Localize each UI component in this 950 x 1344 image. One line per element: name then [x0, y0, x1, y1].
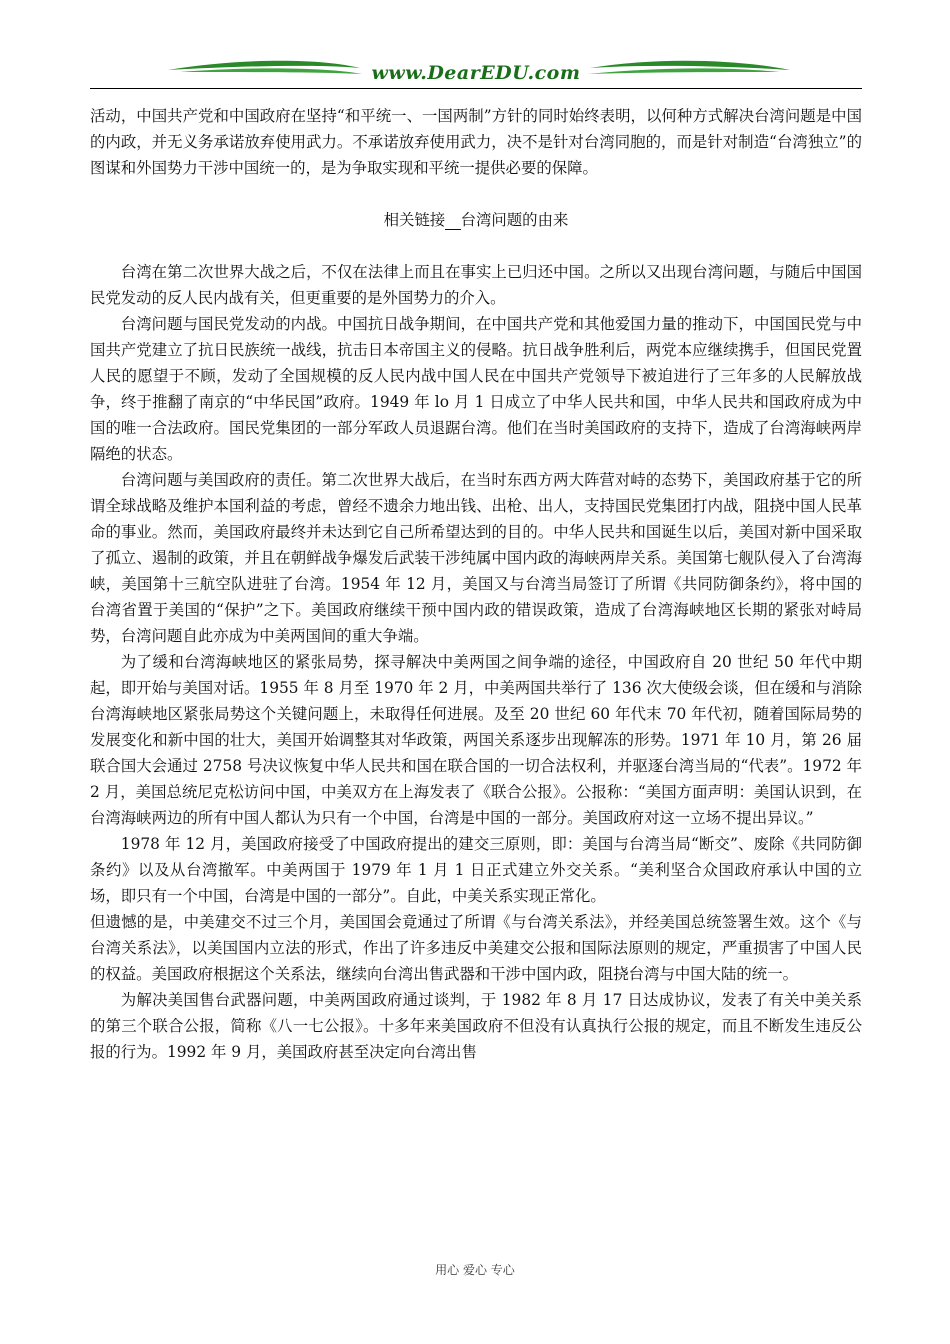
page-footer: 用心 爱心 专心	[435, 1263, 515, 1277]
header-divider	[90, 88, 862, 89]
section-title-suffix: 台湾问题的由来	[460, 211, 569, 229]
section-title	[90, 207, 862, 233]
page-header	[90, 56, 862, 94]
paragraph: 为解决美国售台武器问题，中美两国政府通过谈判，于 1982 年 8 月 17 日达成协议，发表了有关中美关系的第三个联合公报，简称《八一七公报》。十多年来美国政府不但没有认真执行公报的规定，而且不断发生违反公报的行为。1992 年 9 月，美国政府甚至决定向台湾出售	[90, 991, 862, 1061]
paragraph-no-indent: 但遗憾的是，中美建交不过三个月，美国国会竟通过了所谓《与台湾关系法》，并经美国总统签署生效。这个《与台湾关系法》，以美国国内立法的形式，作出了许多违反中美建交公报和国际法原则的规定，严重损害了中国人民的权益。美国政府根据这个关系法，继续向台湾出售武器和干涉中国内政，阻挠台湾与中国大陆的统一。	[90, 913, 862, 983]
paragraph: 台湾问题与国民党发动的内战。中国抗日战争期间，在中国共产党和其他爱国力量的推动下，中国国民党与中国共产党建立了抗日民族统一战线，抗击日本帝国主义的侵略。抗日战争胜利后，两党本应继续携手，但国民党置人民的愿望于不顾，发动了全国规模的反人民内战中国人民在中国共产党领导下被迫进行了三年多的人民解放战争，终于推翻了南京的“中华民国”政府。1949 年 lo 月 1 日成立了中华人民共和国，中华人民共和国政府成为中国的唯一合法政府。国民党集团的一部分军政人员退踞台湾。他们在当时美国政府的支持下，造成了台湾海峡两岸隔绝的状态。	[90, 315, 862, 463]
article-body	[90, 103, 862, 1065]
paragraph: 1978 年 12 月，美国政府接受了中国政府提出的建交三原则，即：美国与台湾当局“断交”、废除《共同防御条约》以及从台湾撤军。中美两国于 1979 年 1 月 1 日正式建立外交关系。“美利坚合众国政府承认中国的立场，即只有一个中国，台湾是中国的一部分”。自此，中美关系实现正常化。	[90, 835, 862, 905]
paragraph: 台湾在第二次世界大战之后，不仅在法律上而且在事实上已归还中国。之所以又出现台湾问题，与随后中国国民党发动的反人民内战有关，但更重要的是外国势力的介入。	[90, 263, 862, 307]
paragraph: 为了缓和台湾海峡地区的紧张局势，探寻解决中美两国之间争端的途径，中国政府自 20 世纪 50 年代中期起，即开始与美国对话。1955 年 8 月至 1970 年 2 月，中美两国共举行了 136 次大使级会谈，但在缓和与消除台湾海峡地区紧张局势这个关键问题上，未取得任何进展。及至 20 世纪 60 年代末 70 年代初，随着国际局势的发展变化和新中国的壮大，美国开始调整其对华政策，两国关系逐步出现解冻的形势。1971 年 10 月，第 26 届联合国大会通过 2758 号决议恢复中华人民共和国在联合国的一切合法权利，并驱逐台湾当局的“代表”。1972 年 2 月，美国总统尼克松访问中国，中美双方在上海发表了《联合公报》。公报称：“美国方面声明：美国认识到，在台湾海峡两边的所有中国人都认为只有一个中国，台湾是中国的一部分。美国政府对这一立场不提出异议。”	[90, 653, 862, 827]
paragraph-continued: 活动，中国共产党和中国政府在坚持“和平统一、一国两制”方针的同时始终表明，以何种方式解决台湾问题是中国的内政，并无义务承诺放弃使用武力。不承诺放弃使用武力，决不是针对台湾同胞的，而是针对制造“台湾独立”的图谋和外国势力干涉中国统一的，是为争取实现和平统一提供必要的保障。	[90, 107, 862, 177]
site-logo[interactable]: www.DearEDU.com	[371, 62, 581, 84]
section-title-prefix: 相关链接	[383, 211, 446, 229]
paragraph: 台湾问题与美国政府的责任。第二次世界大战后，在当时东西方两大阵营对峙的态势下，美国政府基于它的所谓全球战略及维护本国利益的考虑，曾经不遗余力地出钱、出枪、出人，支持国民党集团打内战，阻挠中国人民革命的事业。然而，美国政府最终并未达到它自己所希望达到的目的。中华人民共和国诞生以后，美国对新中国采取了孤立、遏制的政策，并且在朝鲜战争爆发后武装干涉纯属中国内政的海峡两岸关系。美国第七舰队侵入了台湾海峡，美国第十三航空队进驻了台湾。1954 年 12 月，美国又与台湾当局签订了所谓《共同防御条约》，将中国的台湾省置于美国的“保护”之下。美国政府继续干预中国内政的错误政策，造成了台湾海峡地区长期的紧张对峙局势，台湾问题自此亦成为中美两国间的重大争端。	[90, 471, 862, 645]
